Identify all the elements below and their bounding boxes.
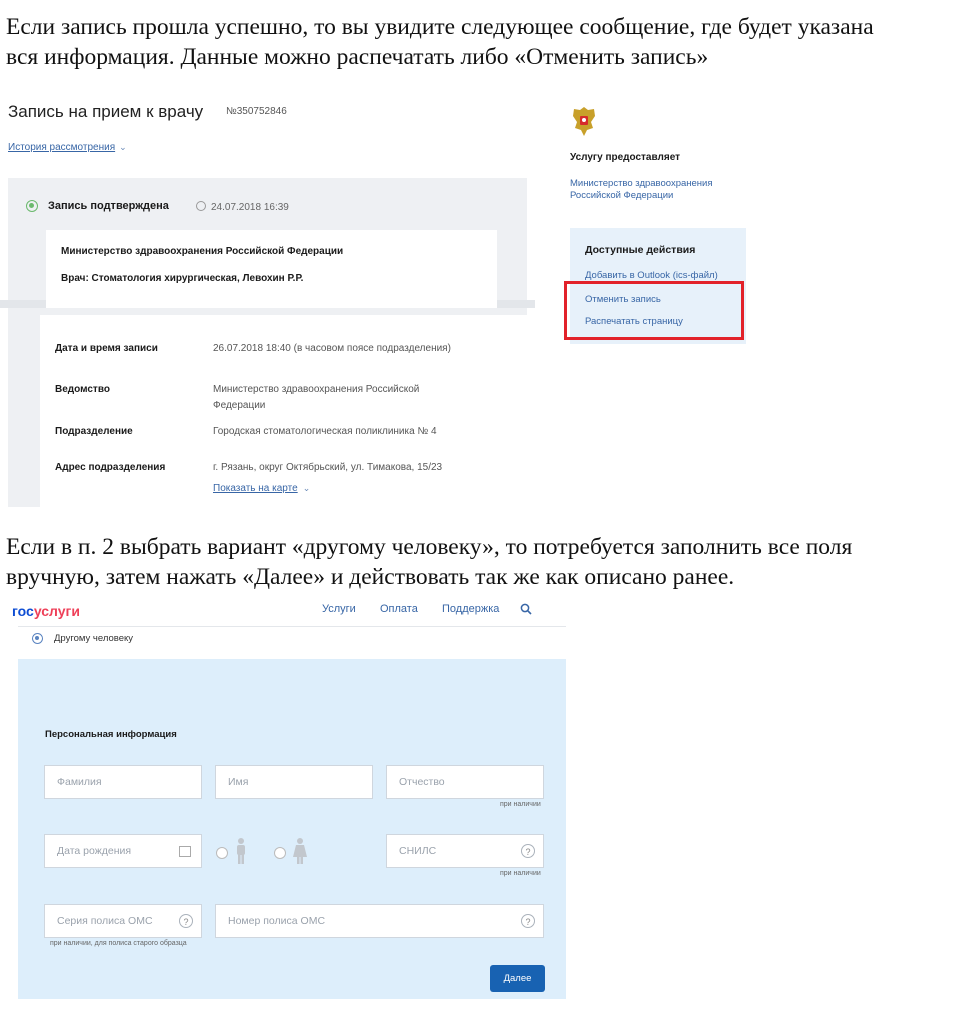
paragraph-1 bbox=[6, 12, 874, 72]
paragraph-2 bbox=[6, 532, 852, 592]
female-icon bbox=[292, 837, 308, 865]
hint-oms-old: при наличии, для полиса старого образца bbox=[50, 940, 187, 947]
detail-label: Ведомство bbox=[55, 384, 110, 395]
show-map-link[interactable]: Показать на карте ⌄ bbox=[213, 483, 311, 494]
detail-value: Городская стоматологическая поликлиника № 4 bbox=[213, 426, 437, 437]
detail-label: Подразделение bbox=[55, 426, 133, 437]
radio-label: Другому человеку bbox=[54, 633, 134, 644]
print-page-link[interactable]: Распечатать страницу bbox=[585, 316, 683, 327]
provider-heading: Услугу предоставляет bbox=[570, 152, 681, 163]
surname-field[interactable]: Фамилия bbox=[44, 765, 202, 799]
status-badge: Запись подтверждена bbox=[26, 200, 169, 212]
male-icon bbox=[234, 837, 248, 865]
detail-label: Адрес подразделения bbox=[55, 462, 166, 473]
org-card bbox=[46, 230, 497, 308]
nav-services[interactable]: Услуги bbox=[322, 603, 356, 615]
personal-info-form bbox=[18, 659, 566, 999]
check-circle-icon bbox=[26, 200, 38, 212]
detail-label: Дата и время записи bbox=[55, 343, 158, 354]
detail-value: 26.07.2018 18:40 (в часовом поясе подразделения) bbox=[213, 343, 451, 354]
add-to-outlook-link[interactable]: Добавить в Outlook (ics-файл) bbox=[585, 270, 718, 281]
search-icon[interactable] bbox=[520, 603, 532, 615]
hint-if-any: при наличии bbox=[500, 870, 541, 877]
paragraph-1-line-1: Если запись прошла успешно, то вы увидите следующее сообщение, где будет указана bbox=[6, 14, 874, 40]
gosuslugi-logo[interactable]: госуслуги bbox=[12, 603, 80, 619]
nav-payment[interactable]: Оплата bbox=[380, 603, 418, 615]
nav-support[interactable]: Поддержка bbox=[442, 603, 500, 615]
radio-other-person[interactable] bbox=[32, 633, 43, 644]
header-divider bbox=[18, 626, 566, 627]
gender-female-radio[interactable] bbox=[274, 847, 286, 859]
appointment-title: Запись на прием к врачу bbox=[8, 102, 204, 121]
gosuslugi-form-screenshot bbox=[0, 593, 568, 1013]
hint-if-any: при наличии bbox=[500, 801, 541, 808]
org-name: Министерство здравоохранения Российской Федерации bbox=[61, 246, 344, 257]
paragraph-2-line-1: Если в п. 2 выбрать вариант «другому человеку», то потребуется заполнить все поля bbox=[6, 534, 853, 560]
paragraph-2-line-2: вручную, затем нажать «Далее» и действовать так же как описано ранее. bbox=[6, 564, 735, 590]
doctor-name: Врач: Стоматология хирургическая, Левохин Р.Р. bbox=[61, 273, 304, 284]
gender-male-radio[interactable] bbox=[216, 847, 228, 859]
section-title: Персональная информация bbox=[45, 729, 177, 740]
help-icon[interactable]: ? bbox=[521, 844, 535, 858]
appointment-panel bbox=[8, 178, 527, 507]
highlight-box bbox=[564, 281, 744, 340]
coat-of-arms-icon bbox=[570, 104, 598, 138]
help-icon[interactable]: ? bbox=[521, 914, 535, 928]
patronymic-field[interactable]: Отчество bbox=[386, 765, 544, 799]
paragraph-1-line-2: вся информация. Данные можно распечатать либо «Отменить запись» bbox=[6, 44, 709, 70]
chevron-down-icon: ⌄ bbox=[119, 142, 127, 152]
appointment-number: №350752846 bbox=[226, 106, 287, 117]
history-link[interactable]: История рассмотрения ⌄ bbox=[8, 142, 127, 153]
detail-value: Министерство здравоохранения Российской Федерации bbox=[213, 384, 420, 411]
details-card bbox=[40, 315, 527, 507]
appointment-screenshot bbox=[0, 92, 760, 507]
provider-link[interactable]: Министерство здравоохранения Российской Федерации bbox=[570, 178, 713, 201]
birthdate-field[interactable]: Дата рождения bbox=[44, 834, 202, 868]
name-field[interactable]: Имя bbox=[215, 765, 373, 799]
snils-field[interactable]: СНИЛС ? bbox=[386, 834, 544, 868]
cancel-appointment-link[interactable]: Отменить запись bbox=[585, 294, 661, 305]
oms-series-field[interactable]: Серия полиса ОМС ? bbox=[44, 904, 202, 938]
calendar-icon[interactable] bbox=[179, 846, 191, 857]
actions-heading: Доступные действия bbox=[585, 244, 696, 256]
status-datetime: 24.07.2018 16:39 bbox=[196, 201, 289, 213]
help-icon[interactable]: ? bbox=[179, 914, 193, 928]
chevron-down-icon: ⌄ bbox=[302, 483, 311, 493]
detail-value: г. Рязань, округ Октябрьский, ул. Тимакова, 15/23 bbox=[213, 462, 443, 473]
clock-icon bbox=[196, 201, 206, 211]
oms-number-field[interactable]: Номер полиса ОМС ? bbox=[215, 904, 544, 938]
next-button[interactable]: Далее bbox=[490, 965, 545, 992]
